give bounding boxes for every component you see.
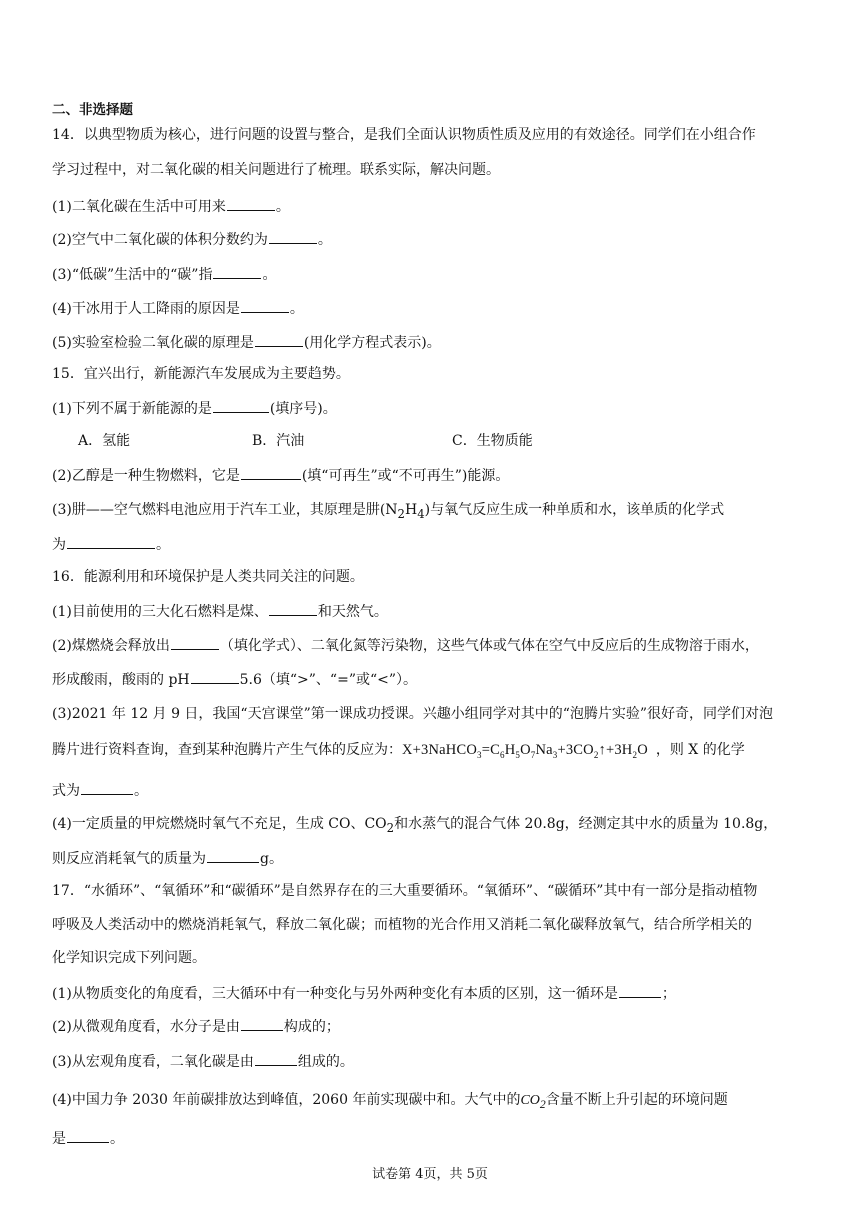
q17-part1: (1)从物质变化的角度看，三大循环中有一种变化与另外两种变化有本质的区别，这一循环是 ；: [52, 983, 676, 1004]
option-a[interactable]: A．氢能: [78, 433, 131, 449]
answer-blank[interactable]: [255, 1051, 297, 1066]
answer-blank[interactable]: [241, 1016, 283, 1031]
answer-blank[interactable]: [81, 780, 133, 795]
q15-options: [78, 431, 718, 451]
q16-part3-line3: 式为 。: [52, 780, 148, 801]
q16-part4-line1: (4)一定质量的甲烷燃烧时氧气不充足，生成 CO、$CO_2$和水蒸气的混合气体 20.8g，经测定其中水的质量为 10.8g，: [52, 816, 778, 835]
answer-blank[interactable]: [191, 669, 239, 684]
option-b[interactable]: B．汽油: [252, 433, 305, 449]
answer-blank[interactable]: [269, 229, 317, 244]
q15-part1: (1)下列不属于新能源的是 (填序号)。: [52, 398, 337, 419]
q16-stem: 16．能源利用和环境保护是人类共同关注的问题。: [52, 569, 364, 585]
answer-blank[interactable]: [67, 534, 155, 549]
q14-part3: (3)“低碳”生活中的“碳”指 。: [52, 264, 276, 285]
chemical-equation: $X+3NaHCO_3=C_6H_5O_7Na_3+3CO_2↑+3H_2O$: [402, 742, 648, 760]
q14-part2: (2)空气中二氧化碳的体积分数约为 。: [52, 229, 332, 250]
answer-blank[interactable]: [213, 264, 261, 279]
q16-part1: (1)目前使用的三大化石燃料是煤、 和天然气。: [52, 601, 388, 622]
answer-blank[interactable]: [227, 196, 275, 211]
q16-part3-line1: (3)2021 年 12 月 9 日，我国“天宫课堂”第一课成功授课。兴趣小组同学对其中的“泡腾片实验”很好奇，同学们对泡: [52, 706, 774, 722]
answer-blank[interactable]: [255, 332, 303, 347]
answer-blank[interactable]: [67, 1128, 109, 1143]
q17-stem-line1: 17．“水循环”、“氧循环”和“碳循环”是自然界存在的三大重要循环。“氧循环”、“碳循环”其中有一部分是指动植物: [52, 883, 758, 899]
q15-part3-line1: (3)肼——空气燃料电池应用于汽车工业，其原理是肼$(N_2H_4)$与氧气反应生成一种单质和水，该单质的化学式: [52, 502, 725, 521]
q16-part2-line1: (2)煤燃烧会释放出 （填化学式）、二氧化氮等污染物，这些气体或气体在空气中反应后的生成物溶于雨水，: [52, 635, 759, 656]
answer-blank[interactable]: [207, 848, 259, 863]
answer-blank[interactable]: [619, 983, 661, 998]
answer-blank[interactable]: [171, 635, 219, 650]
q17-part4-line2: 是 。: [52, 1128, 124, 1149]
q17-stem-line3: 化学知识完成下列问题。: [52, 950, 206, 966]
q15-part2: (2)乙醇是一种生物燃料，它是 (填“可再生”或“不可再生”)能源。: [52, 465, 509, 486]
q14-part5: (5)实验室检验二氧化碳的原理是 (用化学方程式表示)。: [52, 332, 441, 353]
q17-stem-line2: 呼吸及人类活动中的燃烧消耗氧气，释放二氧化碳；而植物的光合作用又消耗二氧化碳释放氧气，结合所学相关的: [52, 917, 752, 933]
option-c[interactable]: C．生物质能: [452, 433, 533, 449]
q15-stem: 15．宜兴出行，新能源汽车发展成为主要趋势。: [52, 366, 350, 382]
q16-part4-line2: 则反应消耗氧气的质量为 g。: [52, 848, 283, 869]
q15-part3-line2: 为 。: [52, 534, 170, 555]
q16-part3-line2: 腾片进行资料查询，查到某种泡腾片产生气体的反应为：$X+3NaHCO_3=C_6H_5O_7Na_3+3CO_2↑+3H_2O$ ，则 X 的化学: [52, 742, 745, 760]
answer-blank[interactable]: [269, 601, 317, 616]
answer-blank[interactable]: [241, 465, 301, 480]
q17-part4-line1: (4)中国力争 2030 年前碳排放达到峰值，2060 年前实现碳中和。大气中的$CO_2$含量不断上升引起的环境问题: [52, 1092, 728, 1111]
co2-formula: $CO_2$: [520, 1093, 546, 1111]
q17-part2: (2)从微观角度看，水分子是由 构成的；: [52, 1016, 340, 1037]
q17-part3: (3)从宏观角度看，二氧化碳是由 组成的。: [52, 1051, 354, 1072]
answer-blank[interactable]: [241, 298, 289, 313]
page-footer: 试卷第 4页，共 5页: [372, 1167, 488, 1182]
q14-part4: (4)干冰用于人工降雨的原因是 。: [52, 298, 304, 319]
q14-part1: (1)二氧化碳在生活中可用来 。: [52, 196, 290, 217]
answer-blank[interactable]: [213, 398, 269, 413]
section-title: 二、非选择题: [52, 102, 133, 118]
q14-stem-line1: 14．以典型物质为核心，进行问题的设置与整合，是我们全面认识物质性质及应用的有效途径。同学们在小组合作: [52, 127, 756, 143]
q14-stem-line2: 学习过程中，对二氧化碳的相关问题进行了梳理。联系实际，解决问题。: [52, 162, 500, 178]
q16-part2-line2: 形成酸雨，酸雨的 pH 5.6（填“>”、“=”或“<”）。: [52, 669, 417, 690]
